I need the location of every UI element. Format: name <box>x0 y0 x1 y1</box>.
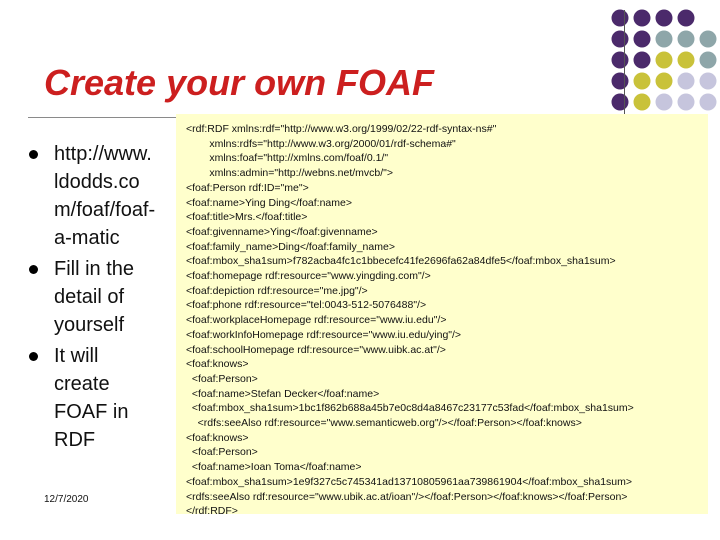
bullet-text-create-foaf: It will create FOAF in RDF <box>54 345 129 451</box>
decorative-vertical-line <box>624 10 625 126</box>
code-line: <foaf:name>Stefan Decker</foaf:name> <box>186 387 380 400</box>
code-line: <foaf:workplaceHomepage rdf:resource="www.iu.edu"/> <box>186 314 447 327</box>
decorative-dot <box>678 10 695 27</box>
bullet-item <box>28 342 178 454</box>
dot-grid-graphic <box>610 8 720 114</box>
code-line: <rdf:RDF xmlns:rdf="http://www.w3.org/1999/02/22-rdf-syntax-ns#" <box>186 123 497 135</box>
code-line: <foaf:Person> <box>186 372 258 385</box>
bullet-text-fill-details: Fill in the detail of yourself <box>54 258 135 336</box>
decorative-dot <box>634 73 651 90</box>
bullet-list <box>28 140 178 457</box>
decorative-dot <box>700 31 717 48</box>
code-line: <foaf:mbox_sha1sum>1e9f327c5c745341ad13710805961aa739861904</foaf:mbox_sha1sum> <box>186 475 633 488</box>
code-line: <foaf:name>Ying Ding</foaf:name> <box>186 196 352 209</box>
bullet-item <box>28 140 178 252</box>
code-line: <foaf:family_name>Ding</foaf:family_name> <box>186 240 395 253</box>
decorative-dot <box>634 10 651 27</box>
code-line: xmlns:admin="http://webns.net/mvcb/"> <box>186 167 394 180</box>
code-line: <foaf:depiction rdf:resource="me.jpg"/> <box>186 284 368 297</box>
bullet-item <box>28 255 178 339</box>
decorative-dot <box>612 10 629 27</box>
slide-date: 12/7/2020 <box>44 494 89 505</box>
rdf-code-listing <box>176 114 708 514</box>
code-line: <foaf:mbox_sha1sum>f782acba4fc1c1bbecefc41fe2696fa62a84dfe5</foaf:mbox_sha1sum> <box>186 255 616 268</box>
decorative-dot <box>678 73 695 90</box>
code-line: <foaf:Person> <box>186 446 258 459</box>
decorative-dot <box>656 52 673 69</box>
code-line: <foaf:mbox_sha1sum>1bc1f862b688a45b7e0c8d4a8467c23177c53fad</foaf:mbox_sha1sum> <box>186 402 634 415</box>
decorative-dot <box>634 94 651 111</box>
code-line: <foaf:workInfoHomepage rdf:resource="www.iu.edu/ying"/> <box>186 328 462 341</box>
decorative-dot <box>656 10 673 27</box>
decorative-dot <box>678 31 695 48</box>
decorative-dot <box>612 94 629 111</box>
code-line: xmlns:rdfs="http://www.w3.org/2000/01/rdf-schema#" <box>186 137 456 150</box>
code-line: <foaf:knows> <box>186 358 249 371</box>
code-line: <foaf:title>Mrs.</foaf:title> <box>186 211 308 224</box>
code-line: <foaf:knows> <box>186 431 249 444</box>
decorative-dot <box>678 52 695 69</box>
bullet-dot-icon <box>29 352 38 361</box>
code-line: <rdfs:seeAlso rdf:resource="www.semanticweb.org"/></foaf:Person></foaf:knows> <box>186 417 582 430</box>
bullet-text-foaf-a-matic-url: http://www. ldodds.co m/foaf/foaf- a-matic <box>54 143 156 249</box>
code-line: <foaf:homepage rdf:resource="www.yingding.com"/> <box>186 270 431 283</box>
decorative-dot <box>656 94 673 111</box>
decorative-dot <box>700 73 717 90</box>
decorative-dot <box>612 52 629 69</box>
decorative-dot <box>656 31 673 48</box>
decorative-dot <box>700 52 717 69</box>
code-line: <foaf:givenname>Ying</foaf:givenname> <box>186 225 378 238</box>
decorative-dot <box>678 94 695 111</box>
decorative-dot <box>700 94 717 111</box>
code-line: <foaf:name>Ioan Toma</foaf:name> <box>186 461 362 474</box>
decorative-dot <box>634 52 651 69</box>
code-line: <rdfs:seeAlso rdf:resource="www.ubik.ac.at/ioan"/></foaf:Person></foaf:knows></foaf:Person> <box>186 490 628 503</box>
code-line: <foaf:Person rdf:ID="me"> <box>186 181 309 194</box>
code-line: </rdf:RDF> <box>186 505 238 514</box>
code-line: <foaf:phone rdf:resource="tel:0043-512-5076488"/> <box>186 299 427 312</box>
decorative-dot <box>612 31 629 48</box>
decorative-dot <box>634 31 651 48</box>
decorative-dot <box>612 73 629 90</box>
decorative-dot <box>656 73 673 90</box>
bullet-dot-icon <box>29 150 38 159</box>
bullet-dot-icon <box>29 265 38 274</box>
code-line: <foaf:schoolHomepage rdf:resource="www.uibk.ac.at"/> <box>186 343 446 356</box>
code-line: xmlns:foaf="http://xmlns.com/foaf/0.1/" <box>186 152 389 165</box>
slide-title: Create your own FOAF <box>44 62 435 103</box>
